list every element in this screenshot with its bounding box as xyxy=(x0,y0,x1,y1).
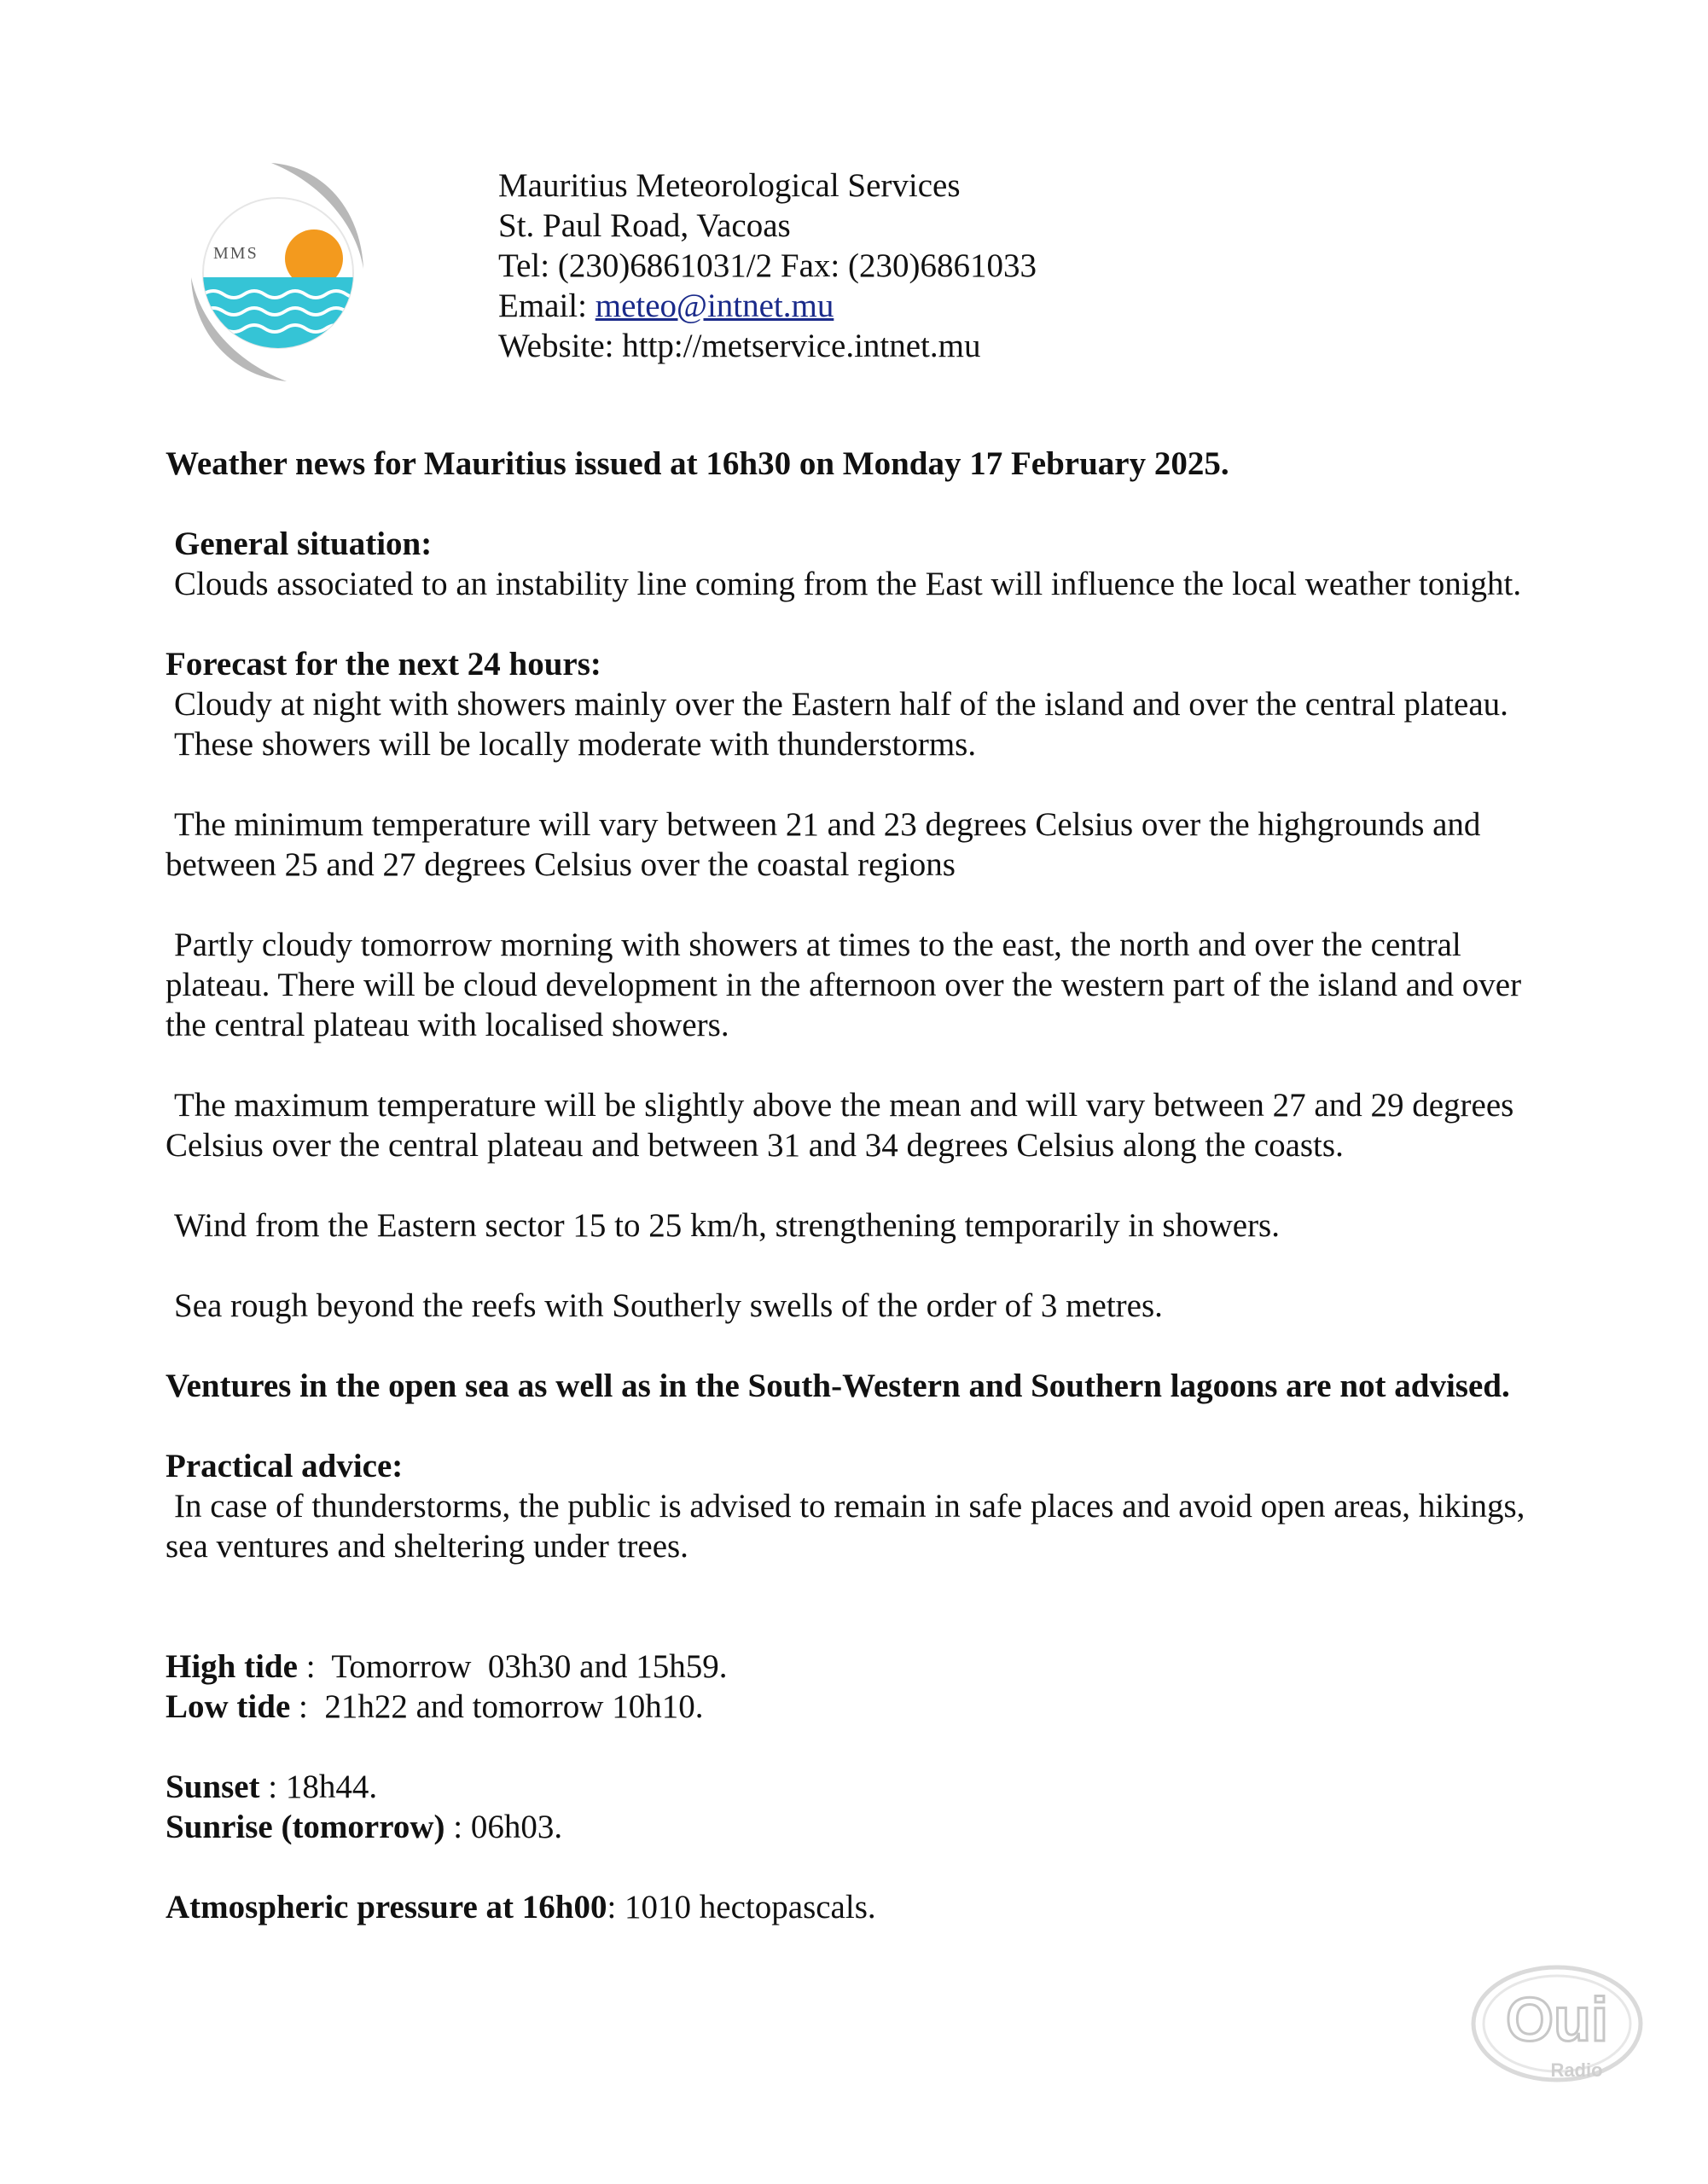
general-situation-text: Clouds associated to an instability line coming from the East will influence the local weather tonight. xyxy=(174,566,1522,602)
org-tel-fax: Tel: (230)6861031/2 Fax: (230)6861033 xyxy=(498,247,1037,284)
sunset-value: : 18h44. xyxy=(259,1769,378,1805)
org-address: St. Paul Road, Vacoas xyxy=(498,207,791,244)
high-tide-line xyxy=(166,1647,1565,1687)
email-link[interactable]: meteo@intnet.mu xyxy=(595,288,834,324)
radio-watermark-logo xyxy=(1467,1962,1647,2090)
low-tide-label: Low tide xyxy=(166,1688,291,1725)
sea-paragraph: Sea rough beyond the reefs with Southerly swells of the order of 3 metres. xyxy=(174,1287,1163,1324)
wind-paragraph: Wind from the Eastern sector 15 to 25 km/h, strengthening temporarily in showers. xyxy=(174,1207,1280,1244)
high-tide-label: High tide xyxy=(166,1648,298,1685)
watermark-logo-text: Oui xyxy=(1506,1986,1608,2054)
low-tide-line xyxy=(166,1687,1565,1727)
org-name: Mauritius Meteorological Services xyxy=(498,167,961,204)
min-temperature-paragraph: The minimum temperature will vary between 21 and 23 degrees Celsius over the highgrounds and between 25 and 27 degrees Celsius over the coastal regions xyxy=(166,806,1481,883)
practical-advice-text: In case of thunderstorms, the public is advised to remain in safe places and avoid open areas, hikings, sea ventures and sheltering under trees. xyxy=(166,1488,1525,1565)
sunrise-label: Sunrise (tomorrow) xyxy=(166,1809,445,1845)
pressure-value: : 1010 hectopascals. xyxy=(607,1889,876,1926)
tomorrow-paragraph: Partly cloudy tomorrow morning with showers at times to the east, the north and over the central plateau. There will be cloud development in the afternoon over the western part of the island and over the central plateau with localised showers. xyxy=(166,926,1522,1043)
forecast-paragraph-1: Cloudy at night with showers mainly over the Eastern half of the island and over the central plateau. xyxy=(174,686,1508,723)
sunset-line xyxy=(166,1767,1565,1807)
org-header xyxy=(498,166,1037,366)
max-temperature-paragraph: The maximum temperature will be slightly above the mean and will vary between 27 and 29 degrees Celsius over the central plateau and between 31 and 34 degrees Celsius along the coasts. xyxy=(166,1087,1514,1164)
general-situation-heading: General situation: xyxy=(174,526,433,562)
email-label: Email: xyxy=(498,288,595,324)
practical-advice-heading: Practical advice: xyxy=(166,1448,404,1484)
org-website: Website: http://metservice.intnet.mu xyxy=(498,328,981,364)
watermark-sub-text: Radio xyxy=(1550,2059,1603,2081)
org-email-line xyxy=(498,286,1037,326)
sunrise-value: : 06h03. xyxy=(444,1809,563,1845)
bulletin-body xyxy=(166,444,1565,1927)
mms-logo xyxy=(186,158,374,386)
logo-text: MMS xyxy=(213,244,259,263)
high-tide-value: : Tomorrow 03h30 and 15h59. xyxy=(297,1648,728,1685)
sea-warning: Ventures in the open sea as well as in the South-Western and Southern lagoons are not advised. xyxy=(166,1368,1510,1404)
bulletin-title: Weather news for Mauritius issued at 16h30 on Monday 17 February 2025. xyxy=(166,445,1229,482)
sunrise-line xyxy=(166,1807,1565,1847)
pressure-label: Atmospheric pressure at 16h00 xyxy=(166,1889,607,1926)
low-tide-value: : 21h22 and tomorrow 10h10. xyxy=(290,1688,704,1725)
sunset-label: Sunset xyxy=(166,1769,260,1805)
pressure-line xyxy=(166,1887,1565,1927)
forecast-paragraph-2: These showers will be locally moderate with thunderstorms. xyxy=(174,726,977,763)
forecast-heading: Forecast for the next 24 hours: xyxy=(166,646,601,682)
